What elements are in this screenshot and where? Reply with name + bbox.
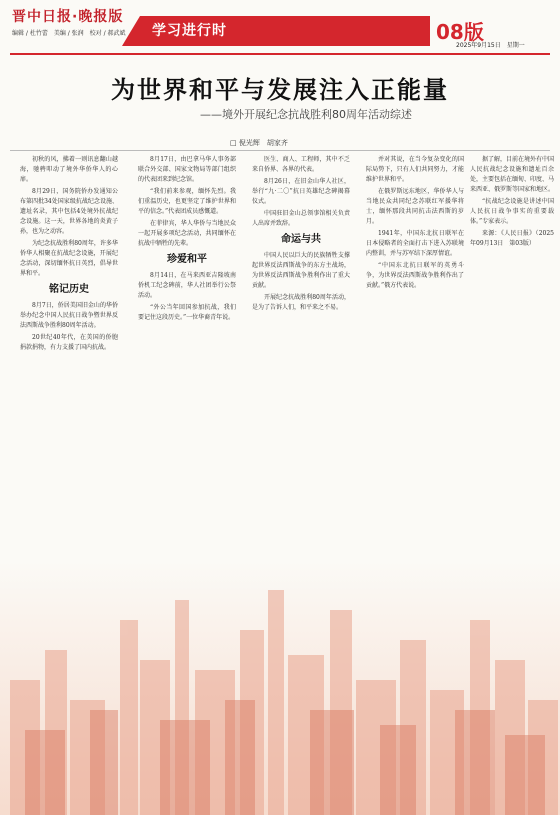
article-column-1 [20,155,118,355]
paragraph: “外公当年回国参加抗战，我们要记住这段历史。”一位华裔青年说。 [138,304,236,321]
paragraph: 在菲律宾，华人华侨与当地民众一起开展多项纪念活动，共同缅怀在抗战中牺牲的先辈。 [138,220,236,247]
paragraph: 20世纪40年代，在美国的侨胞捐款捐物，有力支援了国内抗战。 [20,334,118,351]
paragraph: 并对其说，在当今复杂变化的国际局势下，只有人们共同努力，才能维护世界和平。 [366,156,464,183]
article-column-3 [252,155,350,315]
paragraph: 8月29日，国务院侨办发通知公布第四批34处国家级抗战纪念设施、遗址名录，其中包括4处境外抗战纪念设施。这一天，世界各地的炎黄子孙，也为之动容。 [20,188,118,235]
city-skyline-illustration [0,560,560,815]
section-banner [140,16,430,46]
paragraph: 8月7日，侨居美国旧金山的华侨举办纪念中国人民抗日战争暨世界反法西斯战争胜利80周年活动。 [20,302,118,329]
article-column-4 [366,155,464,293]
paragraph: 开展纪念抗战胜利80周年活动，是为了告诉人们，和平来之不易。 [252,294,350,311]
section-heading: 命运与共 [281,234,321,245]
section-title: 学习进行时 [152,23,227,39]
page-number: 08版 [436,20,484,44]
masthead-rule [10,53,550,55]
paragraph: 8月14日，在马来西亚吉隆坡南侨机工纪念碑前，华人社团举行公祭活动。 [138,272,236,299]
source-note: 来源：《人民日报》（2025年09月13日 第03版） [470,230,554,247]
byline: □ 倪光辉 胡家齐 [230,139,288,147]
paragraph: “抗战纪念设施是讲述中国人民抗日战争事实的重要载体。”专家表示。 [470,198,554,225]
dateline: 2025年9月15日 星期一 [456,42,525,49]
divider [10,150,550,151]
paragraph: “中国东北抗日联军的英勇斗争，为世界反法西斯战争胜利作出了贡献。”俄方代表说。 [366,262,464,289]
article-column-5 [470,155,554,251]
paragraph: 中国人民以巨大的民族牺牲支撑起世界反法西斯战争的东方主战场，为世界反法西斯战争胜利作出了重大贡献。 [252,252,350,289]
section-heading: 珍爱和平 [167,254,207,265]
headline: 为世界和平与发展注入正能量 [111,76,449,104]
paragraph: 中国驻旧金山总领事馆相关负责人出席并致辞。 [252,210,350,227]
masthead [0,0,560,52]
paragraph: 为纪念抗战胜利80周年，许多华侨华人相聚在抗战纪念设施，开展纪念活动，深切缅怀抗日英烈，倡导世界和平。 [20,240,118,277]
paragraph: 8月26日，在旧金山华人社区，举行“九·二〇”抗日英雄纪念碑揭幕仪式。 [252,178,350,205]
paragraph: 据了解，目前在境外有中国人民抗战纪念设施和遗址百余处，主要包括在缅甸、印度、马来西亚、俄罗斯等国家和地区。 [470,156,555,193]
editor-credits: 编辑 / 杜竹蕾 美编 / 张润 校对 / 郝武斌 [12,30,126,37]
paragraph: 8月17日，由巴拿马华人事务部联合外交部、国家文物局等部门组织的代表团来到纪念馆。 [138,156,236,183]
section-heading: 铭记历史 [49,284,89,295]
paragraph: 在俄罗斯远东地区，华侨华人与当地民众共同纪念苏联红军援华将士，缅怀那段共同抗击法西斯的岁月。 [366,188,464,225]
paragraph: “我们前来参观，缅怀先烈。我们重温历史，也更坚定了维护世界和平的信念。”代表团成员感慨道。 [138,188,236,215]
paragraph: 1941年，中国东北抗日联军在日本侵略者的全面打击下进入苏联境内整训，并与苏军结下深厚情谊。 [366,230,464,257]
subheadline: ——境外开展纪念抗战胜利80周年活动综述 [200,108,412,121]
newspaper-logo: 晋中日报·晚报版 [12,9,124,25]
article-column-2 [138,155,236,325]
paragraph: 初秋的风，拂着一则讯息翻山越海，驰骋叩动了境外华侨华人的心扉。 [20,156,118,183]
paragraph: 医生、商人、工程师，其中不乏来自侨界、各界的代表。 [252,156,350,173]
